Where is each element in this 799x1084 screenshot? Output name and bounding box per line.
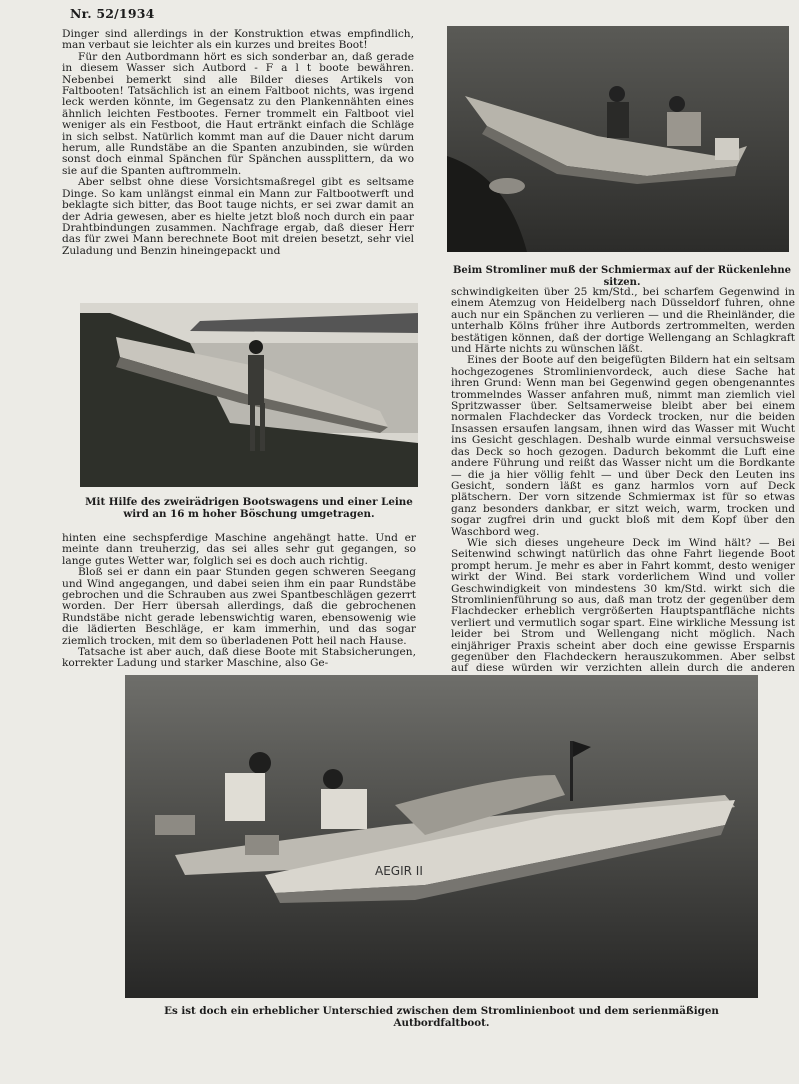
- photo-bootswagen-embankment: [80, 303, 418, 487]
- caption-bottom: Es ist doch ein erheblicher Unterschied zwischen dem Stromlinienboot und dem serienmäßigen Autbordfaltboot.: [164, 1005, 719, 1029]
- paragraph: Wie sich dieses ungeheure Deck im Wind hält? — Bei Seitenwind schwingt natürlich das ohne Fahrt liegende Boot prompt herum. Je mehr es aber in Fahrt kommt, desto weniger wirkt der Wind. Bei stark vorderlichem Wind und voller Geschwindigkeit von mindestens 30 km/Std. wirkt sich die Stromlinienführung so aus, daß man trotz der gegenüber dem Flachdecker erheblich vergrößerten Hauptspantfläche nichts verliert und vermutlich sogar spart. Eine wirkliche Messung ist leider bei Strom und Wellengang nicht möglich. Nach einjähriger Praxis scheint aber doch eine gewisse Ersparnis gegenüber den Flachdeckern herauszukommen. Aber selbst auf diese würden wir verzichten allein durch die anderen: [451, 536, 795, 675]
- paragraph: hinten eine sechspferdige Maschine angehängt hatte. Und er meinte dann treuherzig, das sei alles sehr gut gegangen, so lange gutes Wetter war, folglich sei es doch auch richtig.: [62, 532, 416, 567]
- photo-two-boats-comparison: [125, 675, 758, 998]
- left-column-top-text: [62, 29, 414, 257]
- paragraph: Für den Autbordmann hört es sich sonderbar an, daß gerade in diesem Wasser sich Autbord - F a l t boote bewähren. Nebenbei bemerkt sind alle Bilder dieses Artikels von Faltbooten! Tatsächlich ist an einem Faltboot nichts, was irgend leck werden könnte, im Gegensatz zu den Plankennähten eines ähnlich leichten Festbootes. Ferner trommelt ein Faltboot viel weniger als ein Festboot, die Haut ertränkt einfach die Schläge in sich selbst. Natürlich kommt man auf die Dauer nicht darum herum, alle Rundstäbe an die Spanten anzubinden, sie würden sonst doch einmal Spänchen für Spänchen aussplittern, da wo sie auf die Spanten auftrommeln.: [62, 50, 414, 177]
- paragraph: Tatsache ist aber auch, daß diese Boote mit Stabsicherungen, korrekter Ladung und starker Maschine, also Ge-: [62, 646, 416, 670]
- left-column-bottom-text: [62, 533, 416, 670]
- caption-middle-left: Mit Hilfe des zweirädrigen Bootswagens und einer Leine wird an 16 m hoher Böschung umgetragen.: [85, 496, 413, 520]
- paragraph: Bloß sei er dann ein paar Stunden gegen schweren Seegang und Wind angegangen, und dabei seien ihm ein paar Rundstäbe gebrochen und die Schrauben aus zwei Spantbeschlägen gezerrt worden. Der Herr übersah allerdings, daß die gebrochenen Rundstäbe nicht gerade lebenswichtig waren, ebensowenig wie die lädierten Beschläge, er kam immerhin, und das sogar ziemlich trocken, mit dem so überladenen Pott heil nach Hause.: [62, 566, 416, 647]
- paragraph: Eines der Boote auf den beigefügten Bildern hat ein seltsam hochgezogenes Stromlinienvordeck, auch diese Sache hat ihren Grund: Wenn man bei Gegenwind gegen obengenanntes trommelndes Wasser anfahren muß, nimmt man ziemlich viel Spritzwasser über. Seltsamerweise bleibt aber bei einem normalen Flachdecker das Vordeck trocken, nur die beiden Insassen ersaufen langsam, ihnen wird das Wasser mit Wucht ins Gesicht geschlagen. Deshalb wurde einmal versuchsweise das Deck so hoch gezogen. Dadurch bekommt die Luft eine andere Führung und reißt das Wasser nicht um die Bordkante — die ja hier völlig fehlt — und über Deck den Leuten ins Gesicht, sondern läßt es ganz harmlos vorn auf Deck plätschern. Der vorn sitzende Schmiermax ist für so etwas ganz besonders dankbar, er sitzt weich, warm, trocken und sogar zugfrei drin und guckt bloß mit dem Kopf über den Waschbord weg.: [451, 354, 795, 538]
- paragraph: Dinger sind allerdings in der Konstruktion etwas empfindlich, man verbaut sie leichter als ein kurzes und breites Boot!: [62, 28, 414, 52]
- caption-top-right: Beim Stromliner muß der Schmiermax auf der Rückenlehne sitzen.: [452, 265, 792, 288]
- paragraph: schwindigkeiten über 25 km/Std., bei scharfem Gegenwind in einem Atemzug von Heidelberg nach Düsseldorf fuhren, ohne auch nur ein Spänchen zu verlieren — und die Rheinländer, die unterhalb Kölns früher ihre Autbords zertrommelten, werden bestätigen können, daß der dortige Wellengang an Schlagkraft und Härte nichts zu wünschen läßt.: [451, 286, 795, 356]
- right-column-text: [451, 287, 795, 686]
- issue-number: Nr. 52/1934: [70, 6, 155, 21]
- paragraph: Aber selbst ohne diese Vorsichtsmaßregel gibt es seltsame Dinge. So kam unlängst einmal ein Mann zur Faltbootwerft und beklagte sich bitter, das Boot tauge nichts, er sei zwar damit an der Adria gewesen, aber es hielte jetzt bloß noch durch ein paar Drahtbindungen zusammen. Nachfrage ergab, daß dieser Herr das für zwei Mann berechnete Boot mit dreien besetzt, sehr viel Zuladung und Benzin hineingepackt und: [62, 176, 414, 257]
- boat-name-label: AEGIR II: [375, 864, 423, 878]
- photo-stromliner-boat: [447, 26, 789, 252]
